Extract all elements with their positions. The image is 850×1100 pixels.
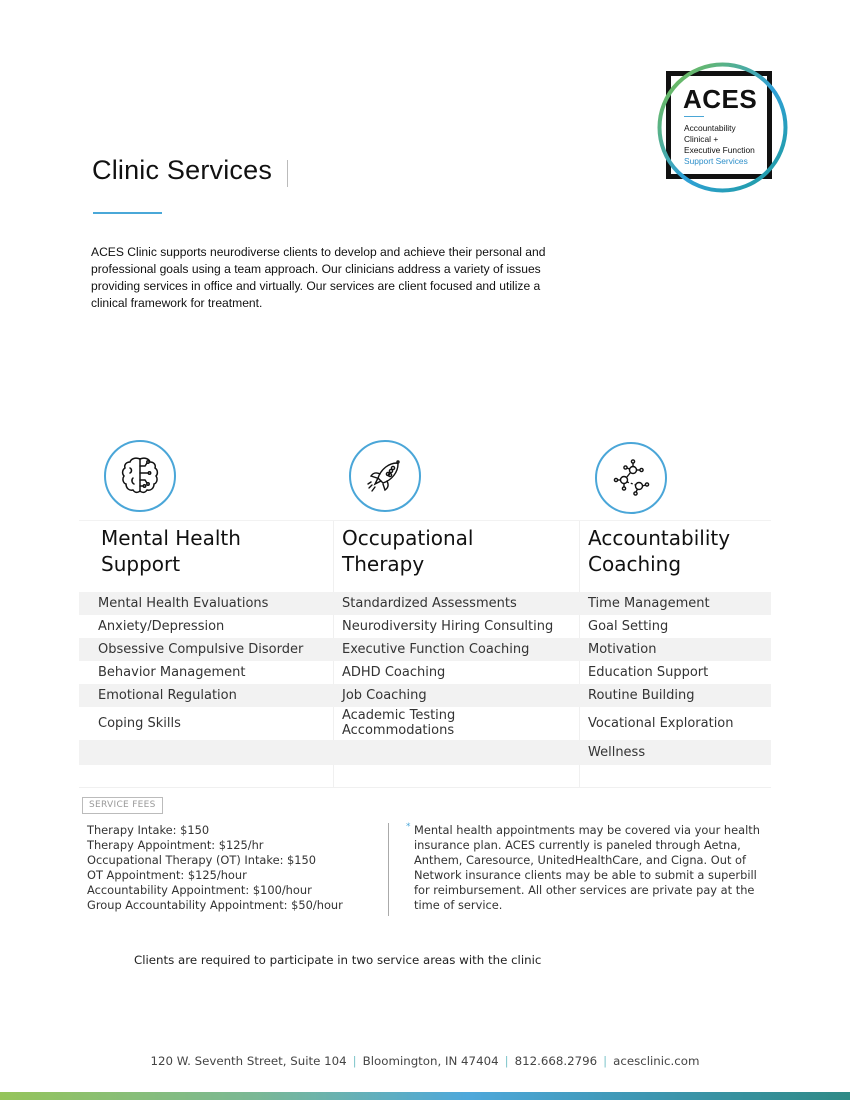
footer-phone[interactable]: 812.668.2796: [514, 1054, 598, 1068]
table-cell: ADHD Coaching: [342, 665, 446, 680]
table-row: [79, 615, 771, 638]
footer-website-link[interactable]: acesclinic.com: [613, 1054, 700, 1068]
table-cell: Wellness: [588, 745, 646, 760]
table-row: [79, 740, 771, 765]
fee-item: Group Accountability Appointment: $50/hour: [87, 898, 343, 912]
logo-title: ACES: [683, 84, 758, 114]
requirement-note: Clients are required to participate in two service areas with the clinic: [134, 953, 542, 967]
table-cell: Neurodiversity Hiring Consulting: [342, 619, 554, 634]
fees-divider: [388, 823, 389, 916]
table-cell: Motivation: [588, 642, 657, 657]
table-header-row: [79, 520, 771, 591]
footer-city: Bloomington, IN 47404: [362, 1054, 499, 1068]
fee-item: Therapy Appointment: $125/hr: [87, 838, 264, 852]
table-cell: Vocational Exploration: [588, 716, 734, 731]
intro-paragraph: ACES Clinic supports neurodiverse clients to develop and achieve their personal and professional goals using a team approach. Our clinicians address a variety of issues providing services in office and virtually. Our services are client focused and utilize a clinical framework for treatment.: [91, 245, 546, 310]
fees-list: [87, 823, 343, 913]
column-header-accountability-coaching: [588, 525, 730, 577]
title-accent-rule: [93, 212, 162, 214]
table-cell: Goal Setting: [588, 619, 669, 634]
footer-separator: |: [352, 1054, 357, 1068]
cell-line: Academic Testing: [342, 708, 456, 723]
cell-line: Accommodations: [342, 723, 455, 738]
fee-item: Therapy Intake: $150: [87, 823, 210, 837]
fee-item: OT Appointment: $125/hour: [87, 868, 247, 882]
table-row: [79, 707, 771, 740]
service-fees-badge: SERVICE FEES: [82, 797, 163, 814]
fee-item: Occupational Therapy (OT) Intake: $150: [87, 853, 317, 867]
table-row: [79, 661, 771, 684]
logo-line-1: Accountability: [684, 123, 736, 133]
header-line: Mental Health: [101, 526, 241, 550]
header-line: Occupational: [342, 526, 474, 550]
footer-separator: |: [603, 1054, 608, 1068]
table-cell: Anxiety/Depression: [98, 619, 225, 634]
header-line: Accountability: [588, 526, 731, 550]
table-row: [79, 638, 771, 661]
table-cell: Job Coaching: [342, 688, 427, 703]
logo-tagline: Support Services: [684, 156, 748, 166]
table-cell: Education Support: [588, 665, 709, 680]
fee-item: Accountability Appointment: $100/hour: [87, 883, 312, 897]
table-cell: Routine Building: [588, 688, 695, 703]
footer-separator: |: [504, 1054, 509, 1068]
footer-gradient-bar: [0, 1092, 850, 1100]
table-cell: Behavior Management: [98, 665, 246, 680]
header-line: Support: [101, 552, 181, 576]
title-divider: [287, 160, 288, 187]
column-header-occupational-therapy: [342, 525, 473, 577]
table-cell: Executive Function Coaching: [342, 642, 530, 657]
table-cell: Obsessive Compulsive Disorder: [98, 642, 304, 657]
table-cell: Mental Health Evaluations: [98, 596, 269, 611]
rocket-icon: [349, 440, 421, 512]
logo-line-3: Executive Function: [684, 145, 755, 155]
brain-circuit-icon: [104, 440, 176, 512]
network-nodes-icon: [595, 442, 667, 514]
column-header-mental-health: [101, 525, 241, 577]
table-cell: Standardized Assessments: [342, 596, 517, 611]
logo-rule: [684, 116, 704, 117]
footer-contact: [0, 1054, 850, 1068]
table-cell: Emotional Regulation: [98, 688, 237, 703]
logo-line-2: Clinical +: [684, 134, 719, 144]
table-bottom-border: [79, 787, 771, 788]
aces-logo: [655, 60, 790, 195]
table-cell-multiline: [342, 708, 455, 738]
insurance-note: Mental health appointments may be covered via your health insurance plan. ACES currently is paneled through Aetna, Anthem, Caresource, UnitedHealthCare, and Cigna. Out of Network insurance clients may be able to submit a superbill for reimbursement. All other services are private pay at the time of service.: [414, 823, 760, 912]
footer-address: 120 W. Seventh Street, Suite 104: [150, 1054, 347, 1068]
footnote-asterisk: *: [406, 822, 411, 832]
header-line: Therapy: [342, 552, 425, 576]
table-cell: Coping Skills: [98, 716, 181, 731]
header-line: Coaching: [588, 552, 682, 576]
table-cell: Time Management: [588, 596, 710, 611]
table-row: [79, 684, 771, 707]
services-table: [79, 520, 771, 788]
page-title: Clinic Services: [92, 155, 273, 185]
table-row: [79, 592, 771, 615]
